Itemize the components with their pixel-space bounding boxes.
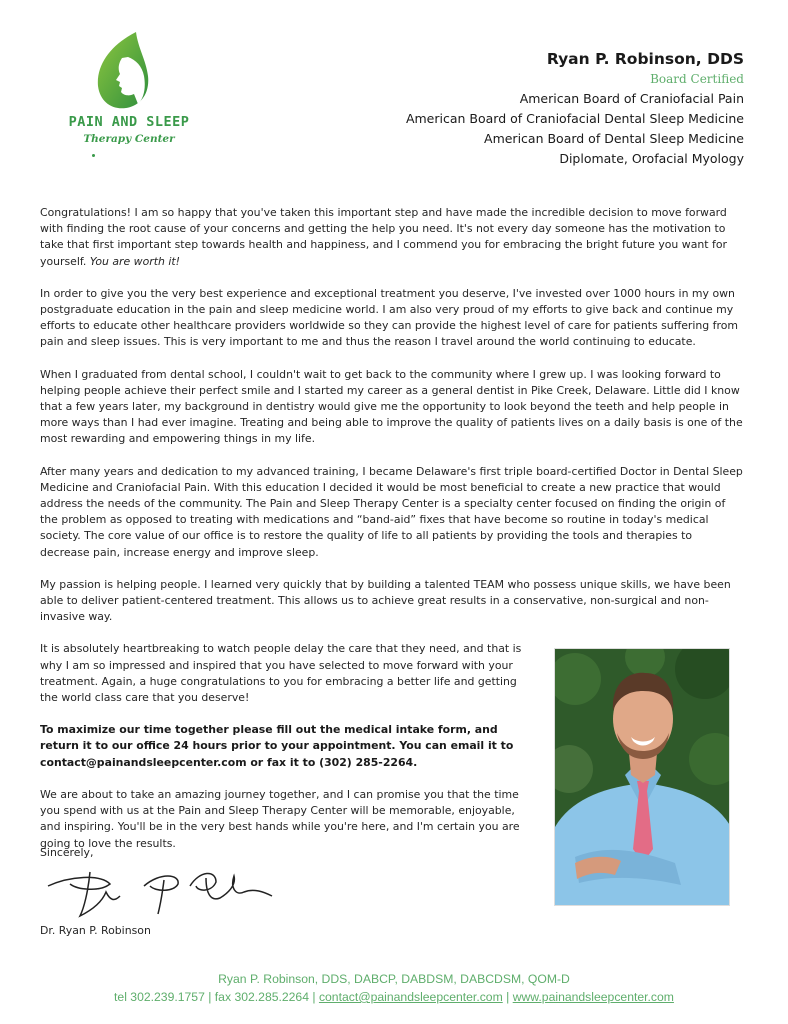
board-certified-label: Board Certified — [650, 72, 744, 86]
letter-paragraph: In order to give you the very best experience and exceptional treatment you deserve, I've invested over 1000 hours in my own postgraduate education in the pain and sleep medicine world. I am also very proud of my efforts to give back and continue my efforts to educate other healthcare providers worldwide so they can provide the highest level of care for patients suffering from pain and sleep issues. This is very important to me and thus the reason I travel around the world continuing to educate. — [40, 286, 739, 349]
letter-paragraph: After many years and dedication to my advanced training, I became Delaware's first triple board-certified Doctor in Dental Sleep Medicine and Craniofacial Pain. With this education I decided it would be most beneficial to create a new practice that would address the needs of the community. The Pain and Sleep Therapy Center is a specialty center focused on finding the origin of the problem as opposed to treating with medications and “band-aid” fixes that have become so routine in today's medical society. The core value of our office is to restore the quality of life to all patients by providing the tools and therapies to decrease pain, increase energy and improve sleep. — [40, 464, 743, 559]
practice-logo — [52, 30, 192, 150]
logo-title: PAIN AND SLEEP — [68, 114, 190, 130]
leaf-face-logo-icon — [92, 30, 154, 114]
paragraph-emphasis: You are worth it! — [89, 254, 181, 268]
letter-paragraph — [40, 205, 744, 270]
credential-line: American Board of Craniofacial Dental Sleep Medicine — [405, 111, 744, 126]
footer-email-link[interactable]: contact@painandsleepcenter.com — [318, 990, 503, 1004]
letterhead — [406, 50, 744, 169]
handwritten-signature — [40, 862, 280, 926]
letter-paragraph: We are about to take an amazing journey together, and I can promise you that the time you spend with us at the Pain and Sleep Therapy Center will be memorable, enjoyable, and inspiring. You'll be in the very best hands while you're here, and I'm certain you are going to love the results. — [40, 787, 520, 850]
credential-line: American Board of Dental Sleep Medicine — [484, 131, 744, 146]
credential-line: Diplomate, Orofacial Myology — [559, 151, 744, 166]
signed-name: Dr. Ryan P. Robinson — [40, 924, 151, 937]
letter-footer — [0, 970, 788, 1006]
letter-paragraph: My passion is helping people. I learned very quickly that by building a talented TEAM who possess unique skills, we have been able to deliver patient-centered treatment. This allows us to achieve great results in a conservative, non-surgical and non-invasive way. — [40, 577, 731, 624]
paragraph-text: Congratulations! I am so happy that you've taken this important step and have made the incredible decision to move forward with finding the root cause of your concerns and getting the help you need. It's not every day someone has the motivation to take that first important step towards health and happiness, and I commend you for embracing the bright future you want for yourself. — [40, 206, 727, 268]
credential-line: American Board of Craniofacial Pain — [519, 91, 744, 106]
doctor-photo — [554, 648, 730, 906]
logo-dot — [92, 154, 95, 157]
footer-phone-fax: tel 302.239.1757 | fax 302.285.2264 | — [114, 990, 319, 1004]
signoff: Sincerely, — [40, 846, 94, 859]
footer-website-link[interactable]: www.painandsleepcenter.com — [512, 990, 674, 1004]
letter-paragraph: When I graduated from dental school, I couldn't wait to get back to the community where I grew up. I was looking forward to helping people achieve their perfect smile and I started my career as a general dentist in Pike Creek, Delaware. Little did I know that a few years later, my background in dentistry would give me the opportunity to look beyond the teeth and help people in more ways than I had ever imagine. Treating and being able to improve the quality of patients lives on a daily basis is one of the most rewarding and empowering things in my life. — [40, 367, 743, 446]
footer-credentials: Ryan P. Robinson, DDS, DABCP, DABDSM, DABCDSM, QOM-D — [218, 972, 570, 986]
intake-instructions: To maximize our time together please fill out the medical intake form, and return it to our office 24 hours prior to your appointment. You can email it to contact@painandsleepcenter.com or fax it to (302) 285-2264. — [40, 723, 514, 769]
footer-separator: | — [502, 990, 513, 1004]
footer-contact — [0, 988, 788, 1006]
doctor-name: Ryan P. Robinson, DDS — [546, 50, 744, 68]
logo-subtitle: Therapy Center — [83, 133, 175, 145]
letter-paragraph: It is absolutely heartbreaking to watch people delay the care that they need, and that is why I am so impressed and inspired that you have selected to move forward with your treatment. Again, a huge congratulations to you for embracing a better life and getting the world class care that you deserve! — [40, 642, 522, 705]
